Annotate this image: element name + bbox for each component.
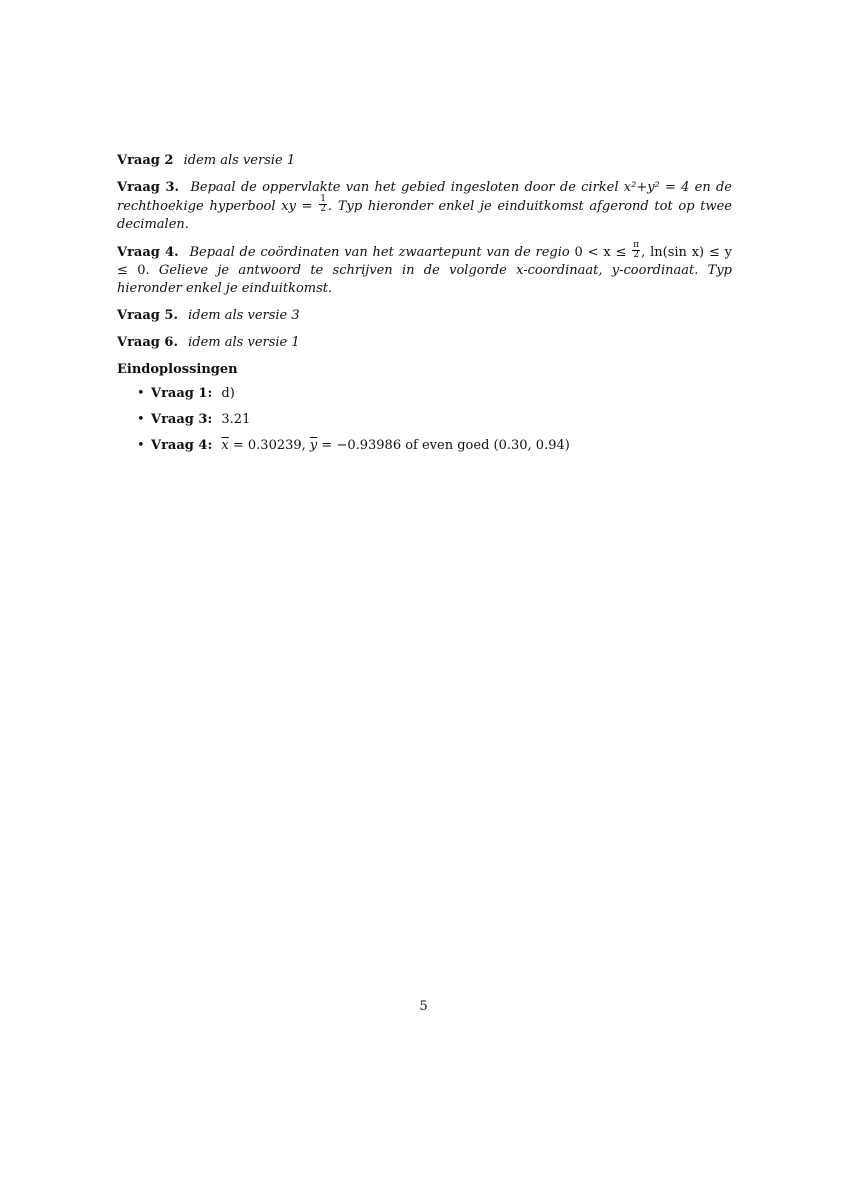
question-label: Vraag 4. (117, 245, 179, 260)
list-item (137, 437, 732, 455)
equation-circle: x²+y² = 4 (623, 180, 690, 195)
y-bar-symbol: $\overline{y}$ (309, 438, 318, 453)
question-text: idem als versie 1 (183, 153, 296, 168)
question-text-part: Gelieve je antwoord te schrijven in de volgorde x-coordinaat, y-coordinaat. Typ hieronder enkel je einduitkomst. (117, 263, 733, 296)
equation-hyperbola: xy = (281, 199, 313, 214)
question-4 (117, 240, 733, 298)
solution-label: Vraag 1: (151, 386, 213, 401)
question-label: Vraag 6. (117, 335, 178, 350)
inequality-x: 0 < x ≤ (574, 245, 627, 260)
bullet-icon: • (137, 386, 145, 401)
question-text-part: . Typ hieronder enkel je einduitkomst afgerond tot op twee decimalen. (117, 199, 733, 232)
solution-label: Vraag 3: (151, 412, 213, 427)
question-5 (117, 307, 732, 325)
solutions-list (117, 385, 732, 455)
solution-value-part: = 0.30239, (228, 438, 310, 453)
x-bar-symbol: $\overline{x}$ (221, 438, 229, 453)
fraction (632, 241, 640, 260)
page-number: 5 (419, 999, 428, 1014)
solution-value: d) (221, 386, 235, 401)
inequality-y: , ln(sin x) ≤ y ≤ 0. (117, 245, 732, 278)
list-item (137, 385, 732, 403)
solutions-heading: Eindoplossingen (117, 362, 238, 377)
question-text-part: Bepaal de coördinaten van het zwaartepunt van de regio (189, 245, 575, 260)
question-text-part: en de rechthoekige hyperbool (117, 180, 732, 214)
fraction-numerator: 1 (320, 194, 326, 204)
question-label: Vraag 3. (117, 180, 180, 195)
fraction-denominator: 2 (320, 204, 326, 214)
fraction (319, 195, 327, 214)
question-label: Vraag 5. (117, 308, 178, 323)
bullet-icon: • (137, 412, 145, 427)
bullet-icon: • (137, 438, 145, 453)
question-3 (117, 179, 732, 234)
question-text: idem als versie 1 (188, 335, 300, 350)
page-content (117, 152, 732, 463)
list-item (137, 411, 732, 429)
question-2 (117, 152, 732, 170)
question-6 (117, 334, 732, 352)
solution-label: Vraag 4: (151, 438, 213, 453)
fraction-numerator: π (633, 240, 640, 250)
question-label: Vraag 2 (117, 153, 174, 168)
solution-value-part: = −0.93986 of even goed (0.30, 0.94) (317, 438, 570, 453)
solution-value: 3.21 (221, 412, 251, 427)
question-text-part: Bepaal de oppervlakte van het gebied ingesloten door de cirkel (190, 180, 624, 195)
fraction-denominator: 2 (633, 250, 640, 260)
question-text: idem als versie 3 (188, 308, 300, 323)
